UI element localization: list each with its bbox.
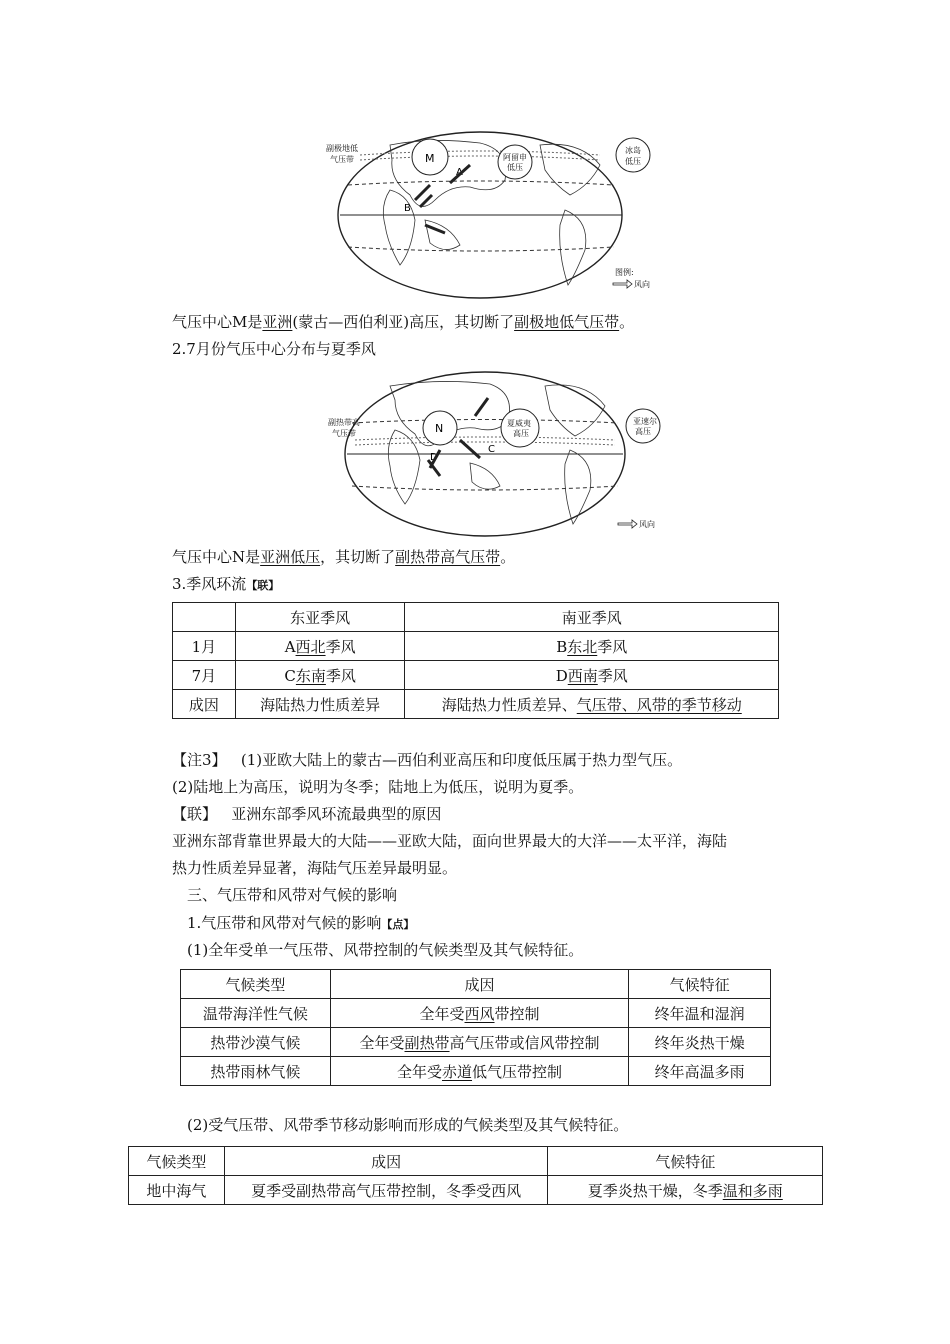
table-cell: B东北季风 [405, 632, 779, 661]
table-row [173, 603, 779, 632]
july-pressure-map [330, 368, 660, 540]
map2-point-c: C [488, 444, 495, 455]
para-pressure-center-m [172, 312, 634, 332]
map1-center-letter: M [425, 152, 435, 165]
note-3-text-1: (1)亚欧大陆上的蒙古—西伯利亚高压和印度低压属于热力型气压。 [240, 751, 683, 769]
table-cell: 南亚季风 [405, 603, 779, 632]
lian-heading [172, 804, 441, 824]
table-cell: 温带海洋性气候 [181, 999, 331, 1028]
table-cell: 成因 [173, 690, 236, 719]
table-row [173, 690, 779, 719]
table-row [129, 1147, 823, 1176]
map1-point-a: A [456, 167, 463, 178]
table-row [181, 970, 771, 999]
note-3-line-1 [172, 750, 682, 770]
subsection-1-text: 1.气压带和风带对气候的影响 [187, 914, 382, 932]
para-n-answer-2: 副热带高气压带 [395, 548, 501, 566]
lian-heading-title: 亚洲东部季风环流最典型的原因 [231, 805, 442, 823]
table-cell: 夏季受副热带高气压带控制，冬季受西风 [224, 1176, 548, 1205]
dian-tag: 【点】 [381, 918, 415, 931]
lian-tag: 【联】 [246, 579, 280, 592]
table-cell: 夏季炎热干燥，冬季温和多雨 [548, 1176, 823, 1205]
table-cell: A西北季风 [235, 632, 405, 661]
para-n-post: 。 [500, 548, 516, 566]
heading-3-text: 3.季风环流 [172, 575, 247, 593]
lian-heading-tag: 【联】 [172, 805, 218, 823]
heading-monsoon-circulation [172, 574, 279, 596]
subsection-1-2: (2)受气压带、风带季节移动影响而形成的气候类型及其气候特征。 [187, 1116, 629, 1134]
section-3-title: 三、气压带和风带对气候的影响 [187, 886, 398, 904]
table-row [181, 1028, 771, 1057]
table-cell: 热带雨林气候 [181, 1057, 331, 1086]
map1-legend-title: 图例: [615, 268, 634, 277]
table-cell: 气候类型 [129, 1147, 225, 1176]
table-cell: 气候特征 [629, 970, 771, 999]
map2-point-d: D [430, 452, 438, 463]
subsection-1-title [187, 913, 414, 935]
para-m-answer-2: 副极地低气压带 [514, 313, 620, 331]
table-row [173, 632, 779, 661]
table-cell: 全年受西风带控制 [330, 999, 629, 1028]
map1-label-left-1: 副极地低 [326, 144, 358, 153]
para-m-mid: (蒙古—西伯利亚)高压，其切断了 [292, 313, 515, 331]
table-row [173, 661, 779, 690]
map1-point-b: B [404, 203, 411, 214]
map1-aleutian-1: 阿留申 [503, 153, 527, 162]
table-cell: 成因 [330, 970, 629, 999]
map1-label-left-2: 气压带 [330, 155, 354, 164]
table-cell: 东亚季风 [235, 603, 405, 632]
map1-aleutian-2: 低压 [507, 163, 523, 172]
heading-july-pressure: 2.7月份气压中心分布与夏季风 [172, 340, 376, 358]
lian-paragraph-line-2: 热力性质差异显著，海陆气压差异最明显。 [172, 859, 458, 877]
january-pressure-map [326, 125, 660, 297]
subsection-1-1: (1)全年受单一气压带、风带控制的气候类型及其气候特征。 [187, 941, 584, 959]
map2-legend-item: 风向 [639, 520, 655, 529]
map2-label-left-1: 副热带高 [328, 418, 360, 427]
note-3-line-2: (2)陆地上为高压，说明为冬季；陆地上为低压，说明为夏季。 [172, 778, 584, 796]
table-cell: 终年温和湿润 [629, 999, 771, 1028]
table-cell: C东南季风 [235, 661, 405, 690]
table-cell: 成因 [224, 1147, 548, 1176]
map2-azores-1: 亚速尔 [633, 417, 657, 426]
para-m-answer-1: 亚洲 [262, 313, 293, 331]
para-n-pre: 气压中心N是 [172, 548, 261, 566]
table-cell: 热带沙漠气候 [181, 1028, 331, 1057]
para-pressure-center-n [172, 547, 515, 567]
table-row [129, 1176, 823, 1205]
table-cell: 7月 [173, 661, 236, 690]
para-m-pre: 气压中心M是 [172, 313, 263, 331]
table-cell: 气候类型 [181, 970, 331, 999]
table-row [181, 1057, 771, 1086]
map2-hawaii-2: 高压 [513, 429, 529, 438]
table-cell: 海陆热力性质差异 [235, 690, 405, 719]
table-cell: 1月 [173, 632, 236, 661]
monsoon-table [172, 602, 779, 719]
seasonal-climate-table [128, 1146, 823, 1205]
map2-hawaii-1: 夏威夷 [507, 419, 531, 428]
table-cell: 气候特征 [548, 1147, 823, 1176]
map1-legend-item: 风向 [634, 280, 650, 289]
para-n-mid: ，其切断了 [320, 548, 396, 566]
table-cell: 地中海气 [129, 1176, 225, 1205]
map2-label-left-2: 气压带 [332, 429, 356, 438]
table-row [181, 999, 771, 1028]
note-3-tag: 【注3】 [172, 751, 227, 769]
single-belt-climate-table [180, 969, 771, 1086]
table-cell: 全年受副热带高气压带或信风带控制 [330, 1028, 629, 1057]
para-n-answer-1: 亚洲低压 [260, 548, 321, 566]
table-cell: 全年受赤道低气压带控制 [330, 1057, 629, 1086]
table-cell: 海陆热力性质差异、气压带、风带的季节移动 [405, 690, 779, 719]
lian-paragraph-line-1: 亚洲东部背靠世界最大的大陆——亚欧大陆，面向世界最大的大洋——太平洋，海陆 [172, 832, 728, 850]
table-cell [173, 603, 236, 632]
map1-iceland-2: 低压 [625, 157, 641, 166]
table-cell: D西南季风 [405, 661, 779, 690]
map2-center-letter: N [435, 422, 444, 435]
map1-iceland-1: 冰岛 [625, 146, 641, 155]
map2-azores-2: 高压 [635, 427, 651, 436]
table-cell: 终年炎热干燥 [629, 1028, 771, 1057]
table-cell: 终年高温多雨 [629, 1057, 771, 1086]
para-m-post: 。 [619, 313, 635, 331]
